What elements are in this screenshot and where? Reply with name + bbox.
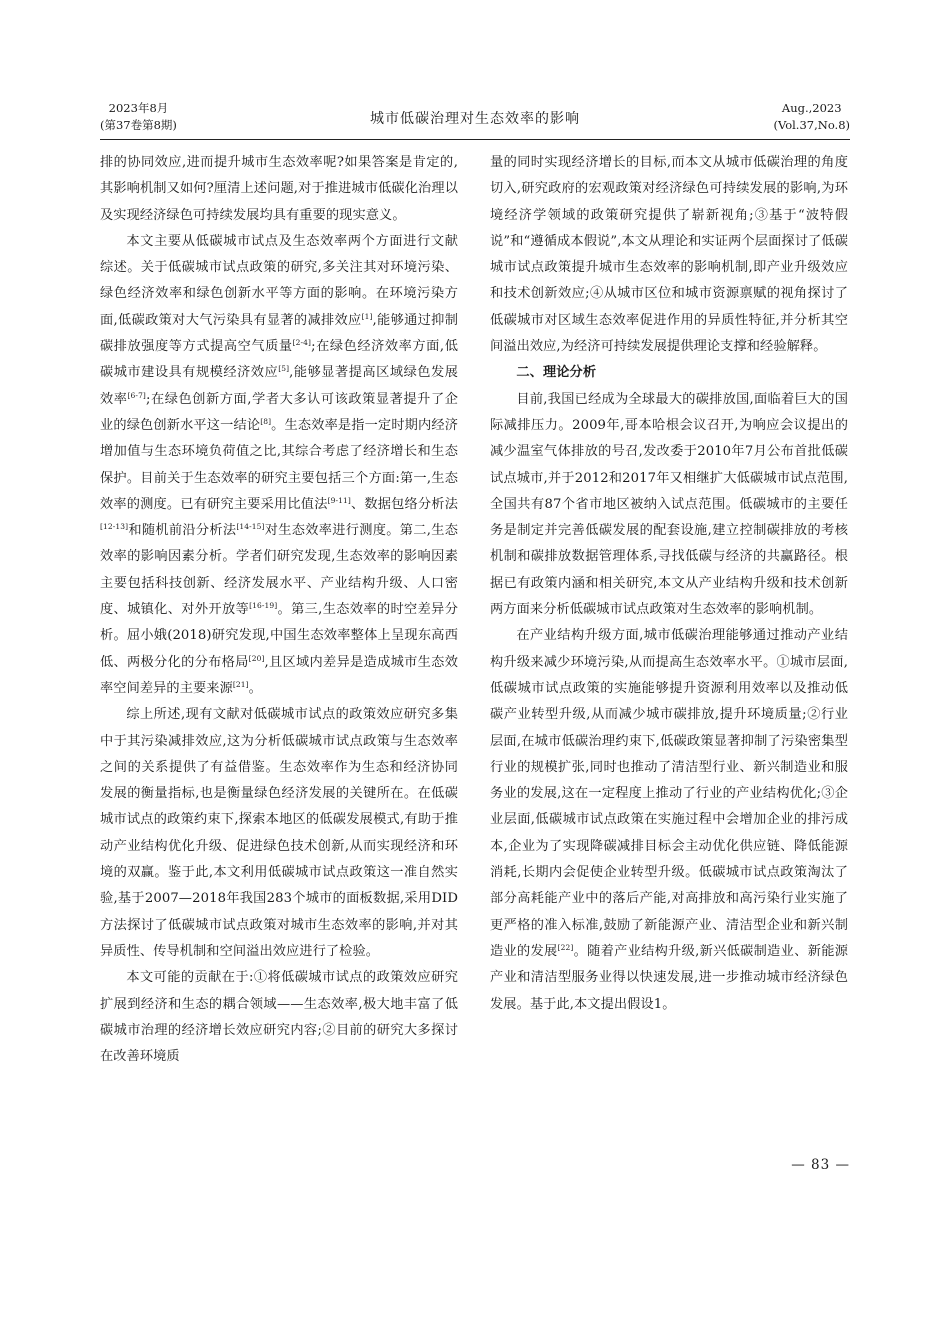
citation: [12-13]	[100, 522, 129, 532]
paragraph-contributions: 本文可能的贡献在于:①将低碳城市试点的政策效应研究扩展到经济和生态的耦合领域——生态效率,极大地丰富了低碳城市治理的经济增长效应研究内容;②目前的研究大多探讨在改善环境质	[100, 970, 458, 1065]
paragraph-continuation: 排的协同效应,进而提升城市生态效率呢?如果答案是肯定的,其影响机制又如何?厘清上述问题,对于推进城市低碳化治理以及实现经济绿色可持续发展均具有重要的现实意义。	[100, 155, 458, 223]
page-number: — 83 —	[791, 1157, 850, 1173]
text-run: 和随机前沿分析法	[128, 523, 237, 539]
text-run: 、数据包络分析法	[350, 496, 458, 512]
citation: [8]	[260, 416, 272, 426]
citation: [14-15]	[236, 522, 265, 532]
paragraph-summary: 综上所述,现有文献对低碳城市试点的政策效应研究多集中于其污染减排效应,这为分析低碳城市试点政策与生态效率之间的关系提供了有益借鉴。生态效率作为生态和经济协同发展的衡量指标,也是衡量绿色经济发展的关键所在。在低碳城市试点的政策约束下,探索本地区的低碳发展模式,有助于推动产业结构优化升级、促进绿色技术创新,从而实现经济和环境的双赢。鉴于此,本文利用低碳城市试点政策这一准自然实验,基于2007—2018年我国283个城市的面板数据,采用DID方法探讨了低碳城市试点政策对城市生态效率的影响,并对其异质性、传导机制和空间溢出效应进行了检验。	[100, 707, 458, 959]
right-column	[490, 150, 848, 1018]
text-run: 。生态效率是指一定时期内经济增加值与生态环境负荷值之比,其综合考虑了经济增长和生态保护。目前关于生态效率的研究主要包括三个方面:第一,生态效率的测度。已有研究主要采用比值法	[100, 417, 458, 512]
text-run: 对生态效率进行测度。第二,生态效率的影响因素分析。学者们研究发现,生态效率的影响因素主要包括科技创新、经济发展水平、产业结构升级、人口密度、城镇化、对外开放等	[100, 523, 458, 618]
citation: [22]	[557, 942, 574, 952]
citation: [21]	[232, 679, 249, 689]
citation: [20]	[248, 653, 265, 663]
citation: [16-19]	[249, 601, 278, 611]
header-issue-date-en	[773, 100, 850, 134]
text-run: ,且区域内差异是造成城市生态效率空间差异的主要来源	[100, 654, 458, 696]
header-date-en: Aug.,2023	[781, 101, 842, 115]
citation: [6-7]	[127, 390, 146, 400]
citation: [9-11]	[327, 495, 351, 505]
running-header	[100, 96, 850, 140]
paragraph-background: 目前,我国已经成为全球最大的碳排放国,面临着巨大的国际减排压力。2009年,哥本哈根会议召开,为响应会议提出的减少温室气体排放的号召,发改委于2010年7月公布首批低碳试点城市,并于2012和2017年又相继扩大低碳城市试点范围,全国共有87个省市地区被纳入试点范围。低碳城市的主要任务是制定并完善低碳发展的配套设施,建立控制碳排放的考核机制和碳排放数据管理体系,寻找低碳与经济的共赢路径。根据已有政策内涵和相关研究,本文从产业结构升级和技术创新两方面来分析低碳城市试点政策对生态效率的影响机制。	[490, 391, 848, 618]
paragraph-contributions-continued: 量的同时实现经济增长的目标,而本文从城市低碳治理的角度切入,研究政府的宏观政策对经济绿色可持续发展的影响,为环境经济学领域的政策研究提供了崭新视角;③基于“波特假说”和“遵循成本假说”,本文从理论和实证两个层面探讨了低碳城市试点政策提升城市生态效率的影响机制,即产业升级效应和技术创新效应;④从城市区位和城市资源禀赋的视角探讨了低碳城市对区域生态效率促进作用的异质性特征,并分析其空间溢出效应,为经济可持续发展提供理论支撑和经验解释。	[490, 155, 848, 355]
header-date-cn: 2023年8月	[108, 101, 169, 115]
citation: [5]	[278, 364, 290, 374]
text-run: ,能够通过抑制碳排放强度等方式提高空气质量	[100, 312, 458, 355]
text-run: ;在绿色经济效率方面,低碳城市建设具有规模经济效应	[100, 339, 458, 381]
citation: [2-4]	[292, 338, 312, 348]
paragraph-industrial-upgrading	[490, 623, 848, 1017]
text-run: 本文主要从低碳城市试点及生态效率两个方面进行文献综述。关于低碳城市试点政策的研究,多关注其对环境污染、绿色经济效率和绿色创新水平等方面的影响。在环境污染方面,低碳政策对大气污染具有显著的减排效应	[100, 233, 458, 328]
text-run: 。	[248, 680, 262, 696]
paragraph-literature-review	[100, 229, 458, 702]
header-volume-en: (Vol.37,No.8)	[773, 118, 850, 132]
text-run: 。随着产业结构升级,新兴低碳制造业、新能源产业和清洁型服务业得以快速发展,进一步推动城市经济绿色发展。基于此,本文提出假设1。	[490, 943, 849, 1012]
text-run: ,能够显著提高区域绿色发展效率	[100, 365, 458, 407]
section-heading: 二、理论分析	[516, 365, 597, 381]
header-volume-cn: (第37卷第8期)	[100, 118, 177, 132]
text-run: ;在绿色创新方面,学者大多认可该政策显著提升了企业的绿色创新水平这一结论	[100, 391, 458, 433]
left-column	[100, 150, 458, 1070]
citation: [1]	[361, 311, 373, 321]
header-article-title: 城市低碳治理对生态效率的影响	[370, 111, 580, 127]
header-rule	[100, 139, 850, 140]
text-run: 在产业结构升级方面,城市低碳治理能够通过推动产业结构升级来减少环境污染,从而提高生态效率水平。①城市层面,低碳城市试点政策的实施能够提升资源利用效率以及推动低碳产业转型升级,从而减少城市碳排放,提升环境质量;②行业层面,在城市低碳治理约束下,低碳政策显著抑制了污染密集型行业的规模扩张,同时也推动了清洁型行业、新兴制造业和服务业的发展,这在一定程度上推动了行业的产业结构优化;③企业层面,低碳城市试点政策在实施过程中会增加企业的排污成本,企业为了实现降碳减排目标会主动优化供应链、降低能源消耗,长期内会促使企业转型升级。低碳城市试点政策淘汰了部分高耗能产业中的落后产能,对高排放和高污染行业实施了更严格的准入标准,鼓励了新能源产业、清洁型企业和新兴制造业的发展	[490, 628, 848, 959]
text-run: 。第三,生态效率的时空差异分析。屈小娥(2018)研究发现,中国生态效率整体上呈现东高西低、两极分化的分布格局	[100, 602, 458, 670]
